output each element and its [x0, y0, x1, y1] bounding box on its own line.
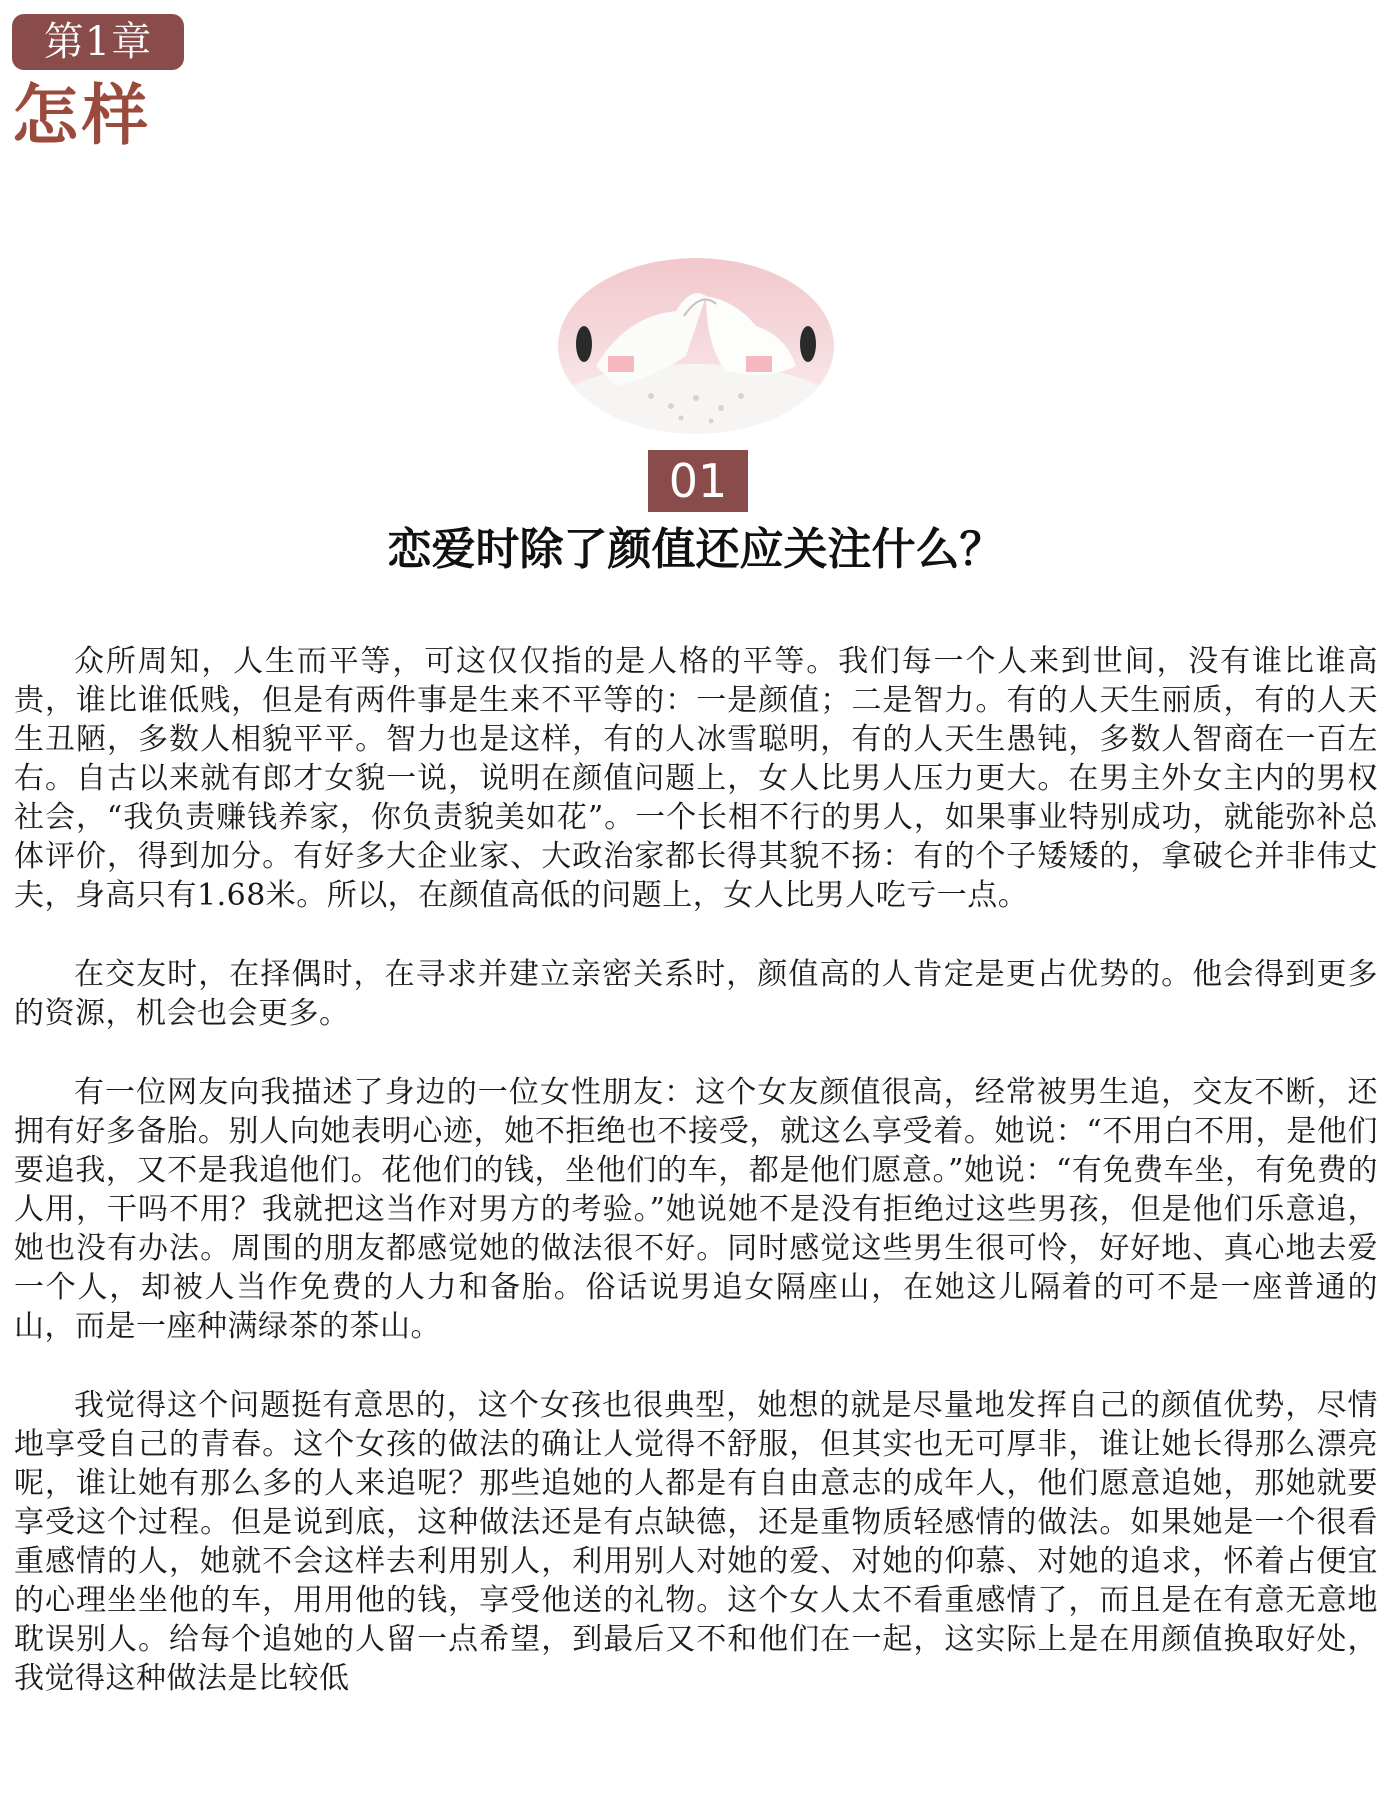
- section-title: 恋爱时除了颜值还应关注什么？: [387, 524, 1004, 575]
- paragraph: 在交友时，在择偶时，在寻求并建立亲密关系时，颜值高的人肯定是更占优势的。他会得到更多的资源，机会也会更多。: [14, 957, 1378, 1031]
- body-text: [14, 642, 1378, 1738]
- chapter-title: 怎样: [12, 77, 152, 154]
- paragraph: 众所周知，人生而平等，可这仅仅指的是人格的平等。我们每一个人来到世间，没有谁比谁高贵，谁比谁低贱，但是有两件事是生来不平等的：一是颜值；二是智力。有的人天生丽质，有的人天生丑陋，多数人相貌平平。智力也是这样，有的人冰雪聪明，有的人天生愚钝，多数人智商在一百左右。自古以来就有郎才女貌一说，说明在颜值问题上，女人比男人压力更大。在男主外女主内的男权社会，“我负责赚钱养家，你负责貌美如花”。一个长相不行的男人，如果事业特别成功，就能弥补总体评价，得到加分。有好多大企业家、大政治家都长得其貌不扬：有的个子矮矮的，拿破仑并非伟丈夫，身高只有1.68米。所以，在颜值高低的问题上，女人比男人吃亏一点。: [14, 644, 1378, 913]
- paragraph: 我觉得这个问题挺有意思的，这个女孩也很典型，她想的就是尽量地发挥自己的颜值优势，尽情地享受自己的青春。这个女孩的做法的确让人觉得不舒服，但其实也无可厚非，谁让她长得那么漂亮呢，谁让她有那么多的人来追呢？那些追她的人都是有自由意志的成年人，他们愿意追她，那她就要享受这个过程。但是说到底，这种做法还是有点缺德，还是重物质轻感情的做法。如果她是一个很看重感情的人，她就不会这样去利用别人，利用别人对她的爱、对她的仰慕、对她的追求，怀着占便宜的心理坐坐他的车，用用他的钱，享受他送的礼物。这个女人太不看重感情了，而且是在有意无意地耽误别人。给每个追她的人留一点希望，到最后又不和他们在一起，这实际上是在用颜值换取好处，我觉得这种做法是比较低: [14, 1388, 1378, 1696]
- horse-illustration: [556, 256, 836, 436]
- paragraph: 有一位网友向我描述了身边的一位女性朋友：这个女友颜值很高，经常被男生追，交友不断，还拥有好多备胎。别人向她表明心迹，她不拒绝也不接受，就这么享受着。她说：“不用白不用，是他们要追我，又不是我追他们。花他们的钱，坐他们的车，都是他们愿意。”她说：“有免费车坐，有免费的人用，干吗不用？我就把这当作对男方的考验。”她说她不是没有拒绝过这些男孩，但是他们乐意追，她也没有办法。周围的朋友都感觉她的做法很不好。同时感觉这些男生很可怜，好好地、真心地去爱一个人，却被人当作免费的人力和备胎。俗话说男追女隔座山，在她这儿隔着的可不是一座普通的山，而是一座种满绿茶的茶山。: [14, 1075, 1378, 1344]
- chapter-badge: 第1章: [12, 14, 184, 70]
- section-number: 01: [648, 450, 748, 512]
